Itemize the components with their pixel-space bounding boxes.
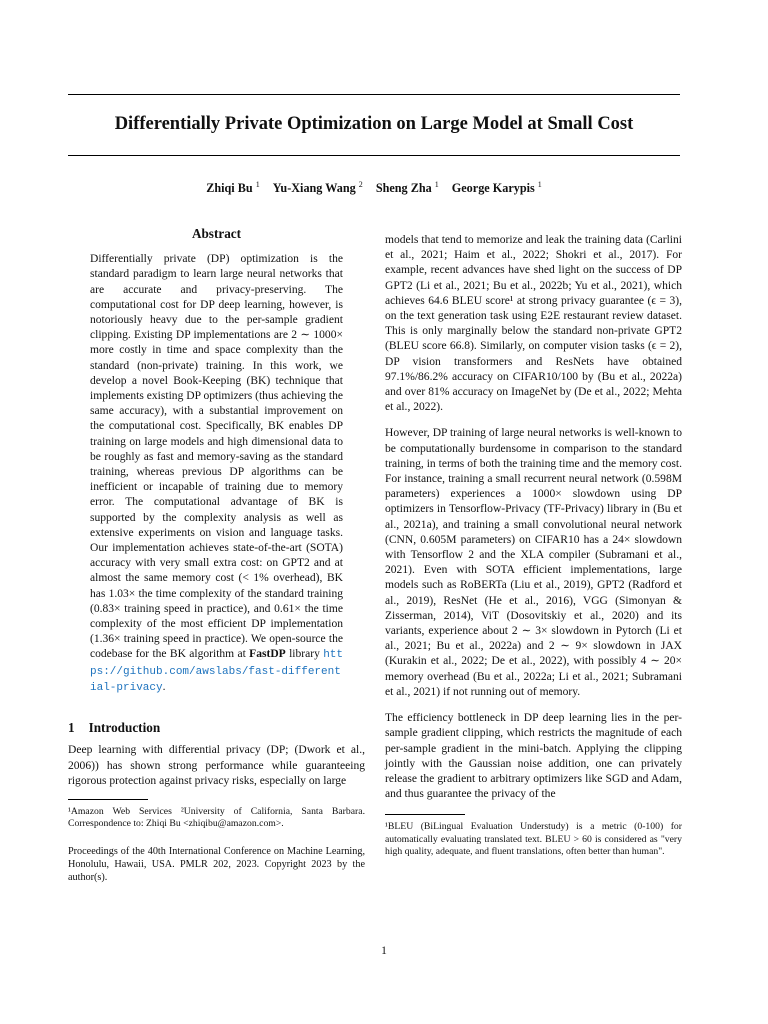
- author-name: Sheng Zha: [375, 181, 432, 196]
- title-bottom-rule: [68, 155, 680, 156]
- codebase-link[interactable]: https://github.com/awslabs/fast-differential-privacy: [90, 649, 343, 694]
- right-column: [385, 233, 682, 859]
- author-affiliation: 1: [434, 180, 439, 189]
- author-list: [68, 180, 680, 196]
- body-paragraph: models that tend to memorize and leak the training data (Carlini et al., 2021; Haim et al., 2022; Shokri et al., 2017). For example, recent advances have shed light on the success of DP GPT2 (Li et al., 2021; Bu et al., 2022b; Yu et al., 2021), which achieves 64.6 BLEU score¹ at strong privacy guarantee (ϵ = 3), on the text generation task using E2E restaurant review dataset. This is only marginally below the standard non-private GPT2 (BLEU score 66.8). Similarly, on computer vision tasks (ϵ = 2), DP vision transformers and ResNets have obtained 97.1%/86.2% accuracy on CIFAR10/100 by (Bu et al., 2022a) and over 81% accuracy on ImageNet by (De et al., 2022; Mehta et al., 2022).: [385, 234, 682, 414]
- body-paragraph: The efficiency bottleneck in DP deep learning lies in the per-sample gradient clipping, which restricts the magnitude of each per-sample gradient in the mini-batch. Applying the clipping jointly with the Gaussian noise addition, one can privately release the gradient to arbitrary optimizers like SGD and Adam, and thus guarantee the privacy of the: [385, 712, 682, 801]
- abstract-text: Differentially private (DP) optimization is the standard paradigm to learn large neural networks that are accurate and privacy-preserving. The computational cost for DP deep learning, however, is notoriously heavy due to the per-sample gradient clipping. Existing DP implementations are 2 ∼ 1000× more costly in time and space complexity than the standard (non-private) training. In this work, we develop a novel Book-Keeping (BK) technique that implements existing DP optimizers (thus achieving the same accuracy), with a substantial improvement on the computational cost. Specifically, BK enables DP training on large models and high dimensional data to be roughly as fast and memory-saving as the standard training, whereas previous DP algorithms can be inefficient or incapable of training due to memory error. The computational advantage of BK is supported by the complexity analysis as well as extensive experiments on vision and language tasks. Our implementation achieves state-of-the-art (SOTA) accuracy with very small extra cost: on GPT2 and at almost the same memory cost (< 1% overhead), BK has 1.03× the time complexity of the standard training (0.83× training speed in practice), and 0.61× the time complexity of the most efficient DP implementation (1.36× training speed in practice). We open-source the codebase for the BK algorithm at: [90, 253, 343, 661]
- author-name: Yu-Xiang Wang: [272, 181, 356, 196]
- abstract: [68, 252, 365, 696]
- footnote-rule: [68, 799, 148, 800]
- author-name: George Karypis: [451, 181, 535, 196]
- paper-title: Differentially Private Optimization on Large Model at Small Cost: [114, 114, 634, 134]
- author-affiliation: 1: [255, 180, 260, 189]
- abstract-paragraph: [90, 252, 343, 696]
- bleu-footnote: ¹BLEU (BiLingual Evaluation Understudy) is a metric (0-100) for automatically evaluating translated text. BLEU > 60 is considered as "very high quality, adequate, and fluent translations, often better than human".: [385, 821, 682, 858]
- page-number: 1: [381, 945, 387, 957]
- body-paragraph: However, DP training of large neural networks is well-known to be computationally burdensome in comparison to the standard training, in terms of both the training time and the memory cost. For instance, training a small recurrent neural network (0.598M parameters) experiences a 1000× slowdown using DP optimizers in Tensorflow-Privacy (TF-Privacy) library in (Bu et al., 2021a), and training a small convolutional neural network (CNN, 0.605M parameters) on CIFAR10 has a 24× slowdown with Tensorflow 2 and the XLA compiler (Subramani et al., 2021). Even with SOTA efficient implementations, large models such as RoBERTa (Liu et al., 2019), GPT2 (Radford et al., 2019), ResNet (He et al., 2016), VGG (Simonyan & Zisserman, 2014), ViT (Dosovitskiy et al., 2020) and its variants, experience about 2 ∼ 3× slowdown in Pytorch (Li et al., 2021; Bu et al., 2022a) and 2 ∼ 9× slowdown in JAX (Kurakin et al., 2022; De et al., 2022), with possibly 4 ∼ 20× memory overhead (Bu et al., 2022a; Li et al., 2021; Subramani et al., 2021) if not running out of memory.: [385, 427, 682, 698]
- section-title: Introduction: [88, 720, 161, 736]
- intro-paragraph: Deep learning with differential privacy (DP; (Dwork et al., 2006)) has shown strong performance while guaranteeing rigorous protection against privacy risks, especially on large: [68, 744, 365, 787]
- title-top-rule: [68, 94, 680, 95]
- author: [376, 181, 439, 195]
- author: [273, 181, 363, 195]
- abstract-end: .: [162, 680, 166, 693]
- author-affiliation: 2: [358, 180, 363, 189]
- section-number: 1: [68, 720, 75, 736]
- author-affiliation: 1: [537, 180, 542, 189]
- author: [206, 181, 259, 195]
- section-heading-introduction: [68, 720, 365, 735]
- footnote-rule: [385, 814, 465, 815]
- left-column: [68, 224, 365, 884]
- fastdp-name: FastDP: [249, 648, 286, 661]
- author: [452, 181, 542, 195]
- author-name: Zhiqi Bu: [206, 181, 253, 196]
- abstract-library: library: [285, 648, 324, 661]
- affiliation-footnote: ¹Amazon Web Services ²University of California, Santa Barbara. Correspondence to: Zhiqi Bu <zhiqibu@amazon.com>.: [68, 805, 365, 830]
- proceedings-note: Proceedings of the 40th International Conference on Machine Learning, Honolulu, Hawaii, USA. PMLR 202, 2023. Copyright 2023 by the author(s).: [68, 845, 365, 883]
- abstract-heading: Abstract: [191, 226, 242, 241]
